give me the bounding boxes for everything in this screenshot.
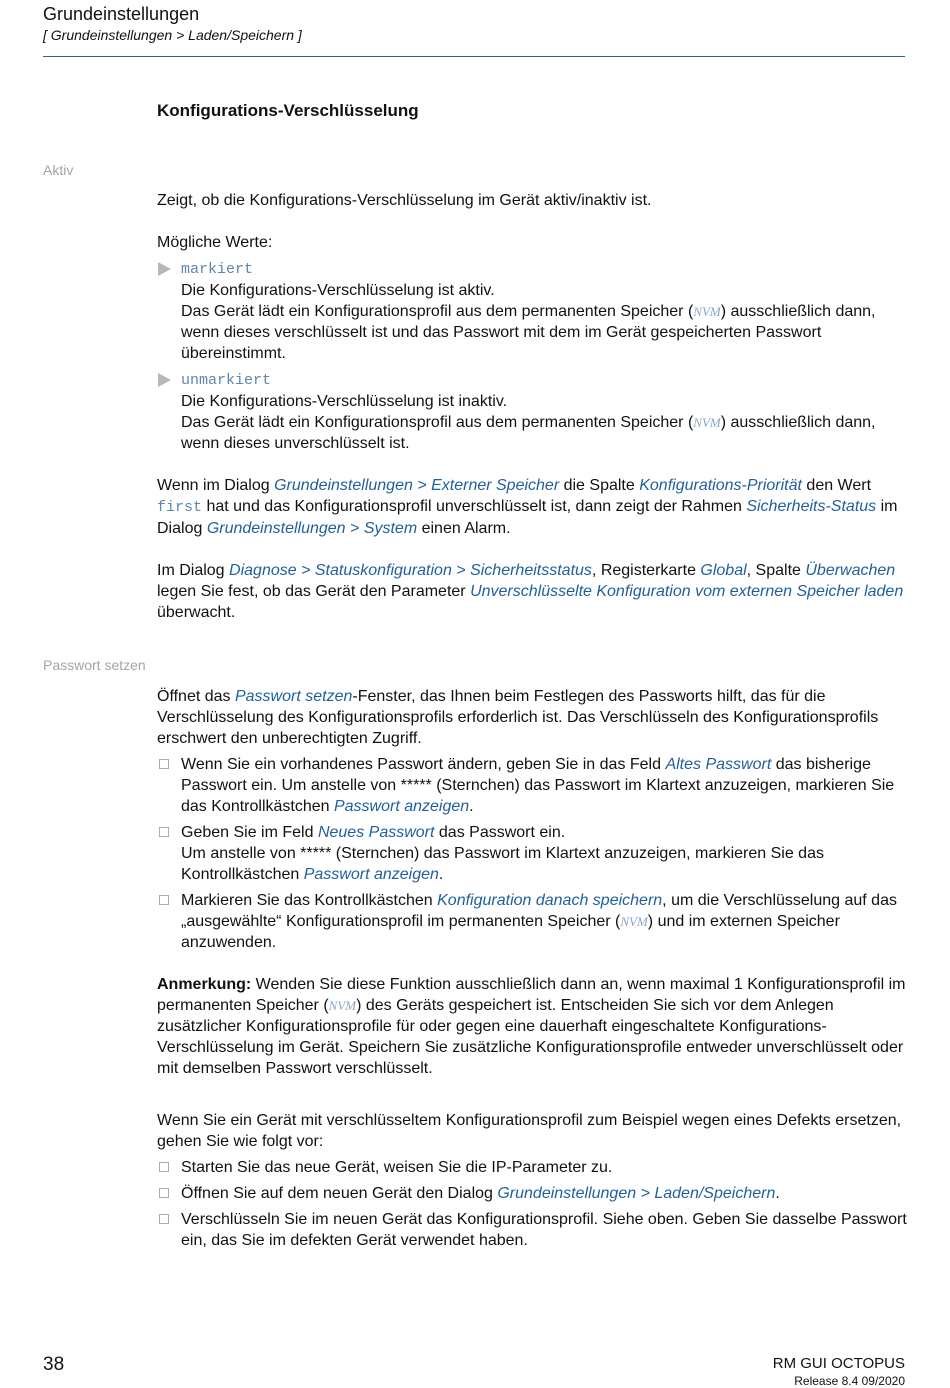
passwort-block [157,686,907,1251]
triangle-bullet-icon [158,373,171,387]
dialog-ref[interactable]: Grundeinstellungen > Externer Speicher [274,477,560,494]
dialog-ref[interactable]: Grundeinstellungen > System [206,520,418,537]
section-title: Konfigurations-Verschlüsselung [157,101,419,120]
step-box-icon [159,1188,169,1198]
breadcrumb: [ Grundeinstellungen > Laden/Speichern ] [43,27,302,43]
option-unmarkiert [157,369,907,454]
values-label: Mögliche Werte: [157,234,273,251]
side-label-aktiv: Aktiv [43,162,74,178]
step-item: Öffnen Sie auf dem neuen Gerät den Dialog Grundeinstellungen > Laden/Speichern. [157,1183,907,1204]
footer-product: RM GUI OCTOPUS [772,1355,905,1372]
checkbox-ref[interactable]: Konfiguration danach speichern [437,892,663,909]
option-desc: Das Gerät lädt ein Konfigurationsprofil aus dem permanenten Speicher (NVM) ausschließlich dann, wenn dieses verschlüsselt ist und das Passwort mit dem im Gerät gespeicherten Passwort übereinstimmt. [181,303,876,362]
option-value: markiert [181,261,254,278]
step-item: Starten Sie das neue Gerät, weisen Sie die IP-Parameter zu. [157,1157,907,1178]
step-box-icon [159,827,169,837]
step-box-icon [159,1214,169,1224]
passwort-intro: Öffnet das Passwort setzen-Fenster, das Ihnen beim Festlegen des Passworts hilft, das für die Verschlüsselung des Konfigurationsprofils erforderlich ist. Das Verschlüsseln des Konfigurationsprofils erschwert den unberechtigten Zugriff. [157,688,879,747]
nvm-abbr: NVM [693,304,721,319]
note-label: Anmerkung: [157,976,252,993]
step-box-icon [159,759,169,769]
note-paragraph: Anmerkung: Wenden Sie diese Funktion ausschließlich dann an, wenn maximal 1 Konfigurationsprofil im permanenten Speicher (NVM) des Geräts gespeichert ist. Entscheiden Sie sich vor dem Anlegen zusätzlicher Konfigurationsprofile für oder gegen eine dauerhaft eingeschaltete Konfigurations-Verschlüsselung im Gerät. Speichern Sie zusätzliche Konfigurationsprofile entweder unverschlüsselt oder mit demselben Passwort verschlüsselt. [157,976,906,1077]
option-value: unmarkiert [181,372,272,389]
column-ref[interactable]: Überwachen [805,562,896,579]
checkbox-ref[interactable]: Passwort anzeigen [303,866,439,883]
column-ref[interactable]: Konfigurations-Priorität [639,477,802,494]
side-label-passwort-setzen: Passwort setzen [43,657,146,673]
nvm-abbr: NVM [620,914,648,929]
dialog-ref[interactable]: Diagnose > Statuskonfiguration > Sicherheitsstatus [229,562,592,579]
step-box-icon [159,1162,169,1172]
option-line: Die Konfigurations-Verschlüsselung ist inaktiv. [181,393,508,410]
triangle-bullet-icon [158,262,171,276]
checkbox-ref[interactable]: Passwort anzeigen [333,798,470,815]
value-code: first [157,499,203,516]
frame-ref[interactable]: Sicherheits-Status [746,498,877,515]
header-divider [43,56,905,57]
step-item: Wenn Sie ein vorhandenes Passwort ändern, geben Sie in das Feld Altes Passwort das bisherige Passwort ein. Um anstelle von ***** (Sternchen) das Passwort im Klartext anzuzeigen, markieren Sie das Kontrollkästchen Passwort anzeigen. [157,754,907,817]
replace-intro: Wenn Sie ein Gerät mit verschlüsseltem Konfigurationsprofil zum Beispiel wegen eines Defekts ersetzen, gehen Sie wie folgt vor: [157,1112,902,1150]
dialog-ref[interactable]: Grundeinstellungen > Laden/Speichern [497,1185,776,1202]
header-title: Grundeinstellungen [43,4,200,24]
field-ref[interactable]: Neues Passwort [317,824,435,841]
parameter-ref[interactable]: Unverschlüsselte Konfiguration vom externen Speicher laden [470,583,904,600]
page-number: 38 [43,1354,65,1375]
option-markiert [157,258,907,364]
option-line: Die Konfigurations-Verschlüsselung ist aktiv. [181,282,495,299]
nvm-abbr: NVM [328,998,357,1013]
footer-release: Release 8.4 09/2020 [794,1374,905,1388]
aktiv-para-1: Wenn im Dialog Grundeinstellungen > Externer Speicher die Spalte Konfigurations-Priorität den Wert first hat und das Konfigurationsprofil unverschlüsselt ist, dann zeigt der Rahmen Sicherheits-Status im Dialog Grundeinstellungen > System einen Alarm. [157,477,898,537]
window-ref[interactable]: Passwort setzen [234,688,353,705]
tab-ref[interactable]: Global [700,562,747,579]
aktiv-intro: Zeigt, ob die Konfigurations-Verschlüsselung im Gerät aktiv/inaktiv ist. [157,192,652,209]
aktiv-para-2: Im Dialog Diagnose > Statuskonfiguration > Sicherheitsstatus, Registerkarte Global, Spalte Überwachen legen Sie fest, ob das Gerät den Parameter Unverschlüsselte Konfiguration vom externen Speicher laden überwacht. [157,562,904,621]
step-item: Markieren Sie das Kontrollkästchen Konfiguration danach speichern, um die Verschlüsselung auf das „ausgewählte“ Konfigurationsprofil im permanenten Speicher (NVM) und im externen Speicher anzuwenden. [157,890,907,953]
aktiv-block [157,190,907,623]
nvm-abbr: NVM [693,415,721,430]
step-box-icon [159,895,169,905]
option-desc: Das Gerät lädt ein Konfigurationsprofil aus dem permanenten Speicher (NVM) ausschließlich dann, wenn dieses unverschlüsselt ist. [181,414,876,452]
step-item: Verschlüsseln Sie im neuen Gerät das Konfigurationsprofil. Siehe oben. Geben Sie dasselbe Passwort ein, das Sie im defekten Gerät verwendet haben. [157,1209,907,1251]
field-ref[interactable]: Altes Passwort [665,756,772,773]
step-item: Geben Sie im Feld Neues Passwort das Passwort ein. Um anstelle von ***** (Sternchen) das Passwort im Klartext anzuzeigen, markieren Sie das Kontrollkästchen Passwort anzeigen. [157,822,907,885]
